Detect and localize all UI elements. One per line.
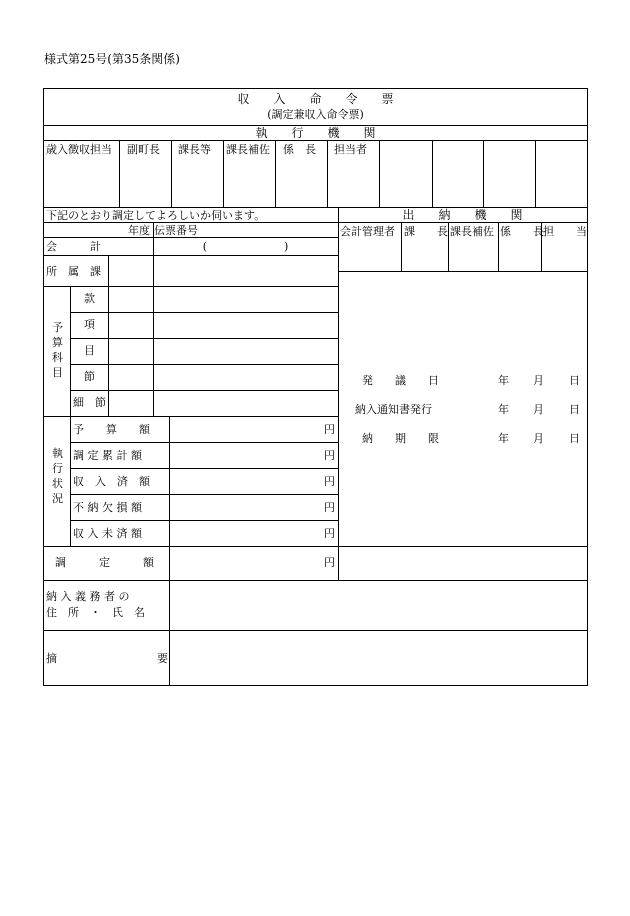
- yen-unit: 円: [324, 423, 335, 436]
- yen-unit: 円: [324, 527, 335, 540]
- date-label: 発 議 日: [362, 374, 439, 387]
- col-disb-section-chief: 課 長: [404, 225, 448, 238]
- fiscal-year-label: 年度: [128, 224, 150, 237]
- budget-group-label: 予算科目: [52, 321, 63, 379]
- yen-unit: 円: [324, 556, 335, 569]
- date-label: 納入通知書発行: [355, 403, 432, 416]
- form-number: 様式第25号(第35条関係): [44, 52, 180, 66]
- date-month: 月: [533, 374, 544, 387]
- exec-status-label: 執行状況: [52, 447, 63, 505]
- execution-org-header: 執 行 機 関: [255, 126, 376, 140]
- disbursement-org-header: 出 納 機 関: [402, 208, 523, 222]
- date-month: 月: [533, 403, 544, 416]
- date-year: 年: [498, 374, 509, 387]
- voucher-number-label: 伝票番号: [154, 224, 198, 237]
- budget-item-kan: 款: [84, 292, 95, 305]
- payer-label-line2: 住 所 ・ 氏 名: [46, 606, 145, 619]
- payer-label-line1: 納 入 義 務 者 の: [46, 590, 130, 603]
- col-accounting-manager: 会計管理者: [340, 225, 395, 238]
- col-disb-subsection-chief: 係 長: [500, 225, 544, 238]
- col-person-in-charge: 担当者: [334, 143, 367, 156]
- assessed-amount-label: 調 定 額: [55, 556, 154, 569]
- yen-unit: 円: [324, 501, 335, 514]
- remarks-label-right: 要: [157, 652, 168, 665]
- exec-row-budget: 予 算 額: [73, 423, 150, 436]
- col-disb-person-in-charge: 担 当: [543, 225, 587, 238]
- budget-item-moku: 目: [84, 344, 95, 357]
- exec-row-received: 収 入 済 額: [73, 475, 150, 488]
- col-disb-assistant-chief: 課長補佐: [450, 225, 494, 238]
- col-revenue-collector: 歳入徴収担当: [46, 143, 112, 156]
- remarks-label-left: 摘: [46, 652, 57, 665]
- form-title: 収 入 命 令 票: [237, 92, 394, 106]
- col-section-chief: 課長等: [178, 143, 211, 156]
- budget-item-kou: 項: [84, 318, 95, 331]
- col-deputy-mayor: 副町長: [127, 143, 160, 156]
- budget-item-setsu: 節: [84, 370, 95, 383]
- voucher-paren: ( ): [202, 240, 289, 253]
- exec-row-uncollectible: 不 納 欠 損 額: [73, 501, 142, 514]
- date-day: 日: [569, 432, 580, 445]
- exec-row-cumulative: 調 定 累 計 額: [73, 449, 142, 462]
- date-label: 納 期 限: [362, 432, 439, 445]
- accounting-label: 会 計: [46, 240, 101, 253]
- col-subsection-chief: 係 長: [283, 143, 316, 156]
- form-subtitle: (調定兼収入命令票): [267, 108, 364, 121]
- yen-unit: 円: [324, 449, 335, 462]
- date-day: 日: [569, 374, 580, 387]
- date-month: 月: [533, 432, 544, 445]
- date-year: 年: [498, 403, 509, 416]
- date-year: 年: [498, 432, 509, 445]
- col-assistant-chief: 課長補佐: [226, 143, 270, 156]
- budget-item-saisetsu: 細 節: [73, 396, 106, 409]
- yen-unit: 円: [324, 475, 335, 488]
- date-day: 日: [569, 403, 580, 416]
- exec-row-outstanding: 収 入 未 済 額: [73, 527, 142, 540]
- request-text: 下記のとおり調定してよろしいか伺います。: [46, 209, 266, 222]
- department-label: 所 属 課: [46, 265, 101, 278]
